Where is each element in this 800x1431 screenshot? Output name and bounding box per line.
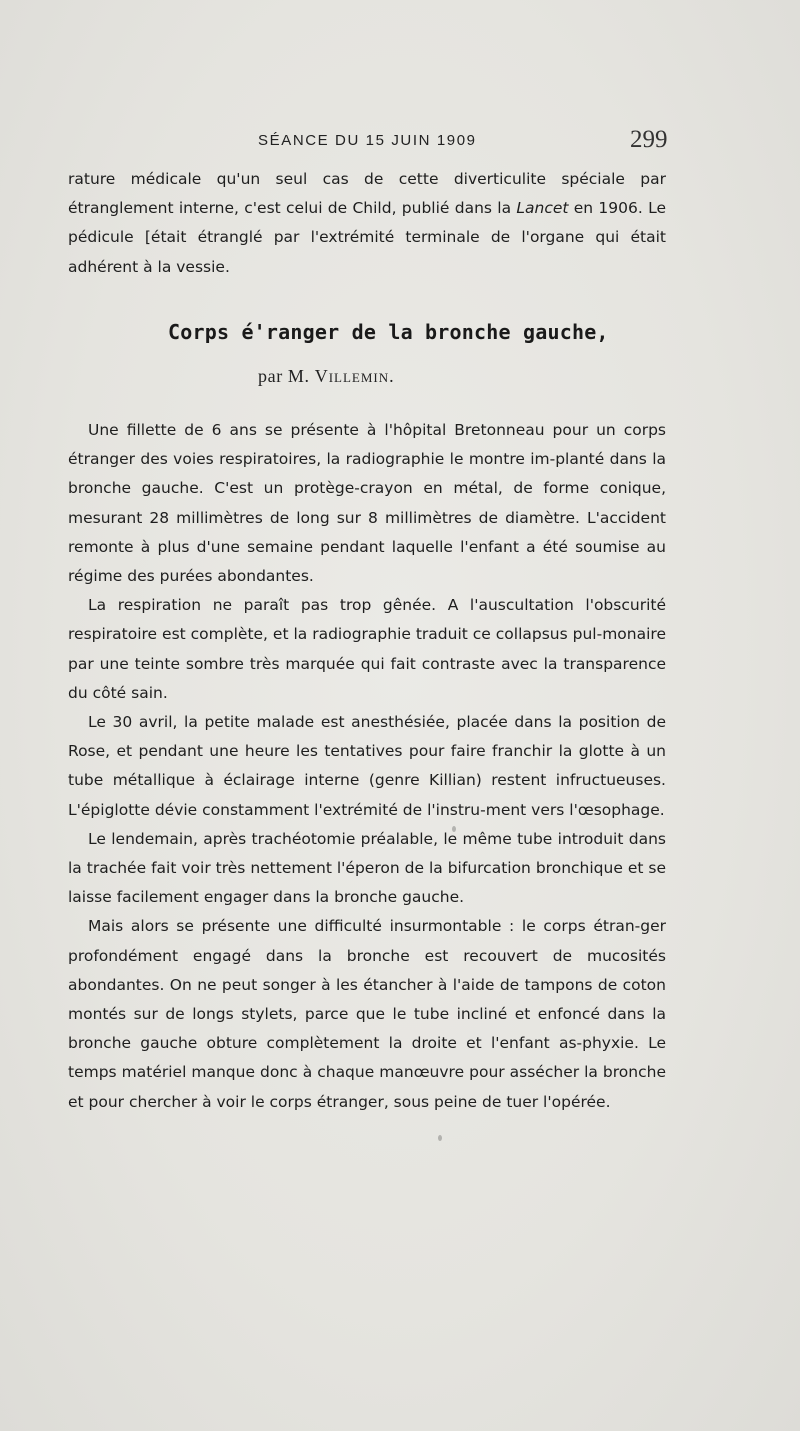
- intro-text-start: rature médicale qu'un seul cas de cette diverticulite spéciale par étranglement interne, c'est celui de Child, publié dans la: [68, 170, 666, 218]
- journal-name: Lancet: [516, 199, 569, 218]
- author-name: Villemin.: [314, 366, 395, 386]
- running-head-title: SÉANCE DU 15 JUIN 1909: [258, 132, 477, 149]
- article-body: [68, 416, 666, 1117]
- section-title: Corps é'ranger de la bronche gauche,: [168, 320, 609, 344]
- intro-paragraph: [68, 165, 666, 282]
- paragraph-1: Une fillette de 6 ans se présente à l'hôpital Bretonneau pour un corps étranger des voies respiratoires, la radiographie le montre im-planté dans la bronche gauche. C'est un protège-crayon en métal, de forme conique, mesurant 28 millimètres de long sur 8 millimètres de diamètre. L'accident remonte à plus d'une semaine pendant laquelle l'enfant a été soumise au régime des purées abondantes.: [68, 421, 666, 586]
- paragraph-2: La respiration ne paraît pas trop gênée. A l'auscultation l'obscurité respiratoire est complète, et la radiographie traduit ce collapsus pul-monaire par une teinte sombre très marquée qui fait contraste avec la transparence du côté sain.: [68, 596, 666, 702]
- intro-text-end: en 1906. Le pédicule [était étranglé par l'extrémité terminale de l'organe qui était adhérent à la vessie.: [68, 199, 666, 276]
- paragraph-5: Mais alors se présente une difficulté insurmontable : le corps étran-ger profondément engagé dans la bronche est recouvert de mucosités abondantes. On ne peut songer à les étancher à l'aide de tampons de coton montés sur de longs stylets, parce que le tube incliné et enfoncé dans la bronche gauche obture complètement la droite et l'enfant as-phyxie. Le temps matériel manque donc à chaque manœuvre pour assécher la bronche et pour chercher à voir le corps étranger, sous peine de tuer l'opérée.: [68, 917, 666, 1111]
- ink-speck: [438, 1135, 442, 1141]
- running-head: [0, 126, 800, 160]
- section-author: [258, 366, 395, 387]
- ink-speck: [452, 826, 456, 832]
- author-prefix: par M.: [258, 366, 310, 386]
- paragraph-4: Le lendemain, après trachéotomie préalable, le même tube introduit dans la trachée fait voir très nettement l'éperon de la bifurcation bronchique et se laisse facilement engager dans la bronche gauche.: [68, 829, 666, 907]
- page-number: 299: [630, 126, 668, 153]
- paragraph-3: Le 30 avril, la petite malade est anesthésiée, placée dans la position de Rose, et pendant une heure les tentatives pour faire franchir la glotte à un tube métallique à éclairage interne (genre Killian) restent infructueuses. L'épiglotte dévie constamment l'extrémité de l'instru-ment vers l'œsophage.: [68, 713, 666, 819]
